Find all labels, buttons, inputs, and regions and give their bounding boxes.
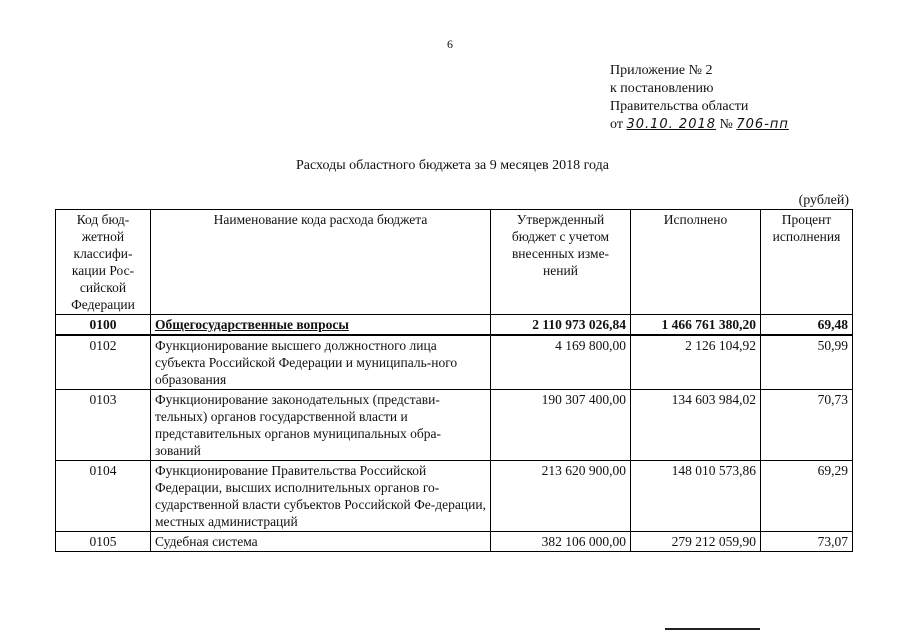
appendix-header [610,62,789,134]
signature-mark [665,628,760,630]
row-approved: 190 307 400,00 [491,390,631,461]
table-row [56,335,853,390]
row-name: Общегосударственные вопросы [151,315,491,336]
table-header-row [56,210,853,315]
header-percent: Процент исполнения [761,210,853,315]
row-name: Судебная система [151,532,491,552]
table-row [56,461,853,532]
header-executed: Исполнено [631,210,761,315]
row-percent: 69,29 [761,461,853,532]
row-code: 0104 [56,461,151,532]
header-approved: Утвержденный бюджет с учетом внесенных изме-нений [491,210,631,315]
row-percent: 69,48 [761,315,853,336]
row-name: Функционирование Правительства Российской Федерации, высших исполнительных органов го-сударственной власти субъектов Российской Фе-дерации, местных администраций [151,461,491,532]
row-approved: 382 106 000,00 [491,532,631,552]
appendix-subtitle: к постановлению [610,81,714,96]
budget-table [55,209,853,552]
row-code: 0102 [56,335,151,390]
table-row [56,315,853,336]
row-code: 0100 [56,315,151,336]
table-row [56,390,853,461]
row-approved: 2 110 973 026,84 [491,315,631,336]
handwritten-date: 30.10. 2018 [626,117,717,132]
row-executed: 134 603 984,02 [631,390,761,461]
row-code: 0103 [56,390,151,461]
row-executed: 1 466 761 380,20 [631,315,761,336]
appendix-title: Приложение № 2 [610,63,713,78]
number-prefix: № [719,117,733,132]
row-name: Функционирование высшего должностного лица субъекта Российской Федерации и муниципаль-ного образования [151,335,491,390]
document-title: Расходы областного бюджета за 9 месяцев 2018 года [296,158,609,173]
row-executed: 279 212 059,90 [631,532,761,552]
row-approved: 4 169 800,00 [491,335,631,390]
table-row [56,532,853,552]
row-name: Функционирование законодательных (представи-тельных) органов государственной власти и представительных органов муниципальных обра-зований [151,390,491,461]
appendix-date-line [610,116,789,134]
date-prefix: от [610,117,623,132]
row-executed: 2 126 104,92 [631,335,761,390]
page-number: 6 [447,37,453,51]
row-percent: 73,07 [761,532,853,552]
handwritten-number: 706-пп [736,117,789,132]
units-label: (рублей) [798,193,849,208]
row-executed: 148 010 573,86 [631,461,761,532]
row-percent: 50,99 [761,335,853,390]
row-code: 0105 [56,532,151,552]
header-name: Наименование кода расхода бюджета [151,210,491,315]
row-percent: 70,73 [761,390,853,461]
header-code: Код бюд-жетной классифи-кации Рос-сийской Федерации [56,210,151,315]
row-approved: 213 620 900,00 [491,461,631,532]
appendix-authority: Правительства области [610,99,749,114]
